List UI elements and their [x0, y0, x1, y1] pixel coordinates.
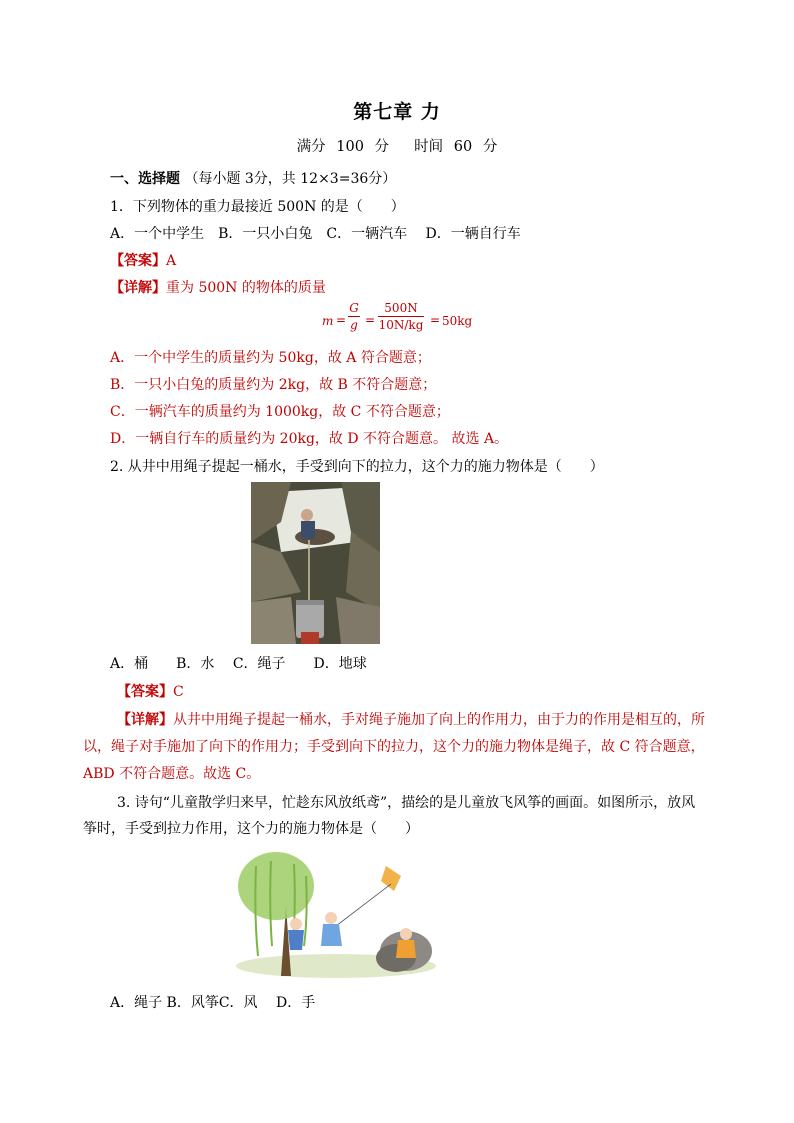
mass-formula [322, 300, 482, 340]
well-photo [251, 482, 380, 644]
well-photo-illustration [251, 482, 380, 644]
formula-G: G [349, 301, 359, 315]
q3-stem-line-2: 筝时，手受到拉力作用，这个力的施力物体是（ ） [83, 821, 419, 837]
q1-line-d: D．一辆自行车的质量约为 20kg，故 D 不符合题意。 故选 A。 [110, 431, 509, 447]
formula-eq3: = [430, 313, 441, 327]
formula-frac-g [348, 301, 360, 332]
formula-frac-values [378, 301, 424, 332]
q2-detail-line-2: 以，绳子对手施加了向下的作用力；手受到向下的拉力，这个力的施力物体是绳子，故 C 符合题意， [83, 739, 705, 755]
formula-eq1: = [336, 313, 347, 327]
q2-answer [117, 681, 184, 701]
q1-detail [110, 277, 326, 297]
q1-options: A．一个中学生 B．一只小白兔 C．一辆汽车 D．一辆自行车 [110, 226, 521, 242]
q2-detail-line-3: ABD 不符合题意。故选 C。 [83, 766, 261, 782]
formula-num: 500N [384, 301, 418, 315]
q2-stem: 2. 从井中用绳子提起一桶水，手受到向下的拉力，这个力的施力物体是（ ） [110, 459, 604, 475]
fraction-bar [348, 316, 360, 317]
q1-stem: 1．下列物体的重力最接近 500N 的是（ ） [110, 199, 405, 215]
q2-detail-line-1 [117, 709, 705, 729]
detail-tag: 【详解】 [110, 280, 166, 296]
detail-text: 从井中用绳子提起一桶水，手对绳子施加了向上的作用力，由于力的作用是相互的，所 [173, 712, 705, 728]
formula-m: m [322, 314, 334, 328]
formula-g: g [350, 318, 358, 332]
q2-options: A．桶 B．水 C．绳子 D．地球 [110, 656, 367, 672]
formula-result: 50kg [442, 314, 473, 328]
answer-tag: 【答案】 [117, 684, 173, 700]
q1-line-b: B．一只小白兔的质量约为 2kg，故 B 不符合题意； [110, 377, 437, 393]
kite-painting [236, 846, 436, 980]
answer-tag: 【答案】 [110, 253, 166, 269]
detail-text: 重为 500N 的物体的质量 [166, 280, 326, 296]
answer-value: A [166, 253, 177, 269]
formula-eq2: = [365, 313, 376, 327]
detail-tag: 【详解】 [117, 712, 173, 728]
section-heading [110, 168, 396, 188]
fraction-bar [378, 316, 424, 317]
formula-den: 10N/kg [378, 318, 424, 332]
answer-value: C [173, 684, 184, 700]
q3-stem-line-1: 3. 诗句“儿童散学归来早，忙趁东风放纸鸢”，描绘的是儿童放飞风筝的画面。如图所示，放风 [117, 795, 696, 811]
page-title: 第七章 力 [353, 101, 441, 123]
q1-line-a: A．一个中学生的质量约为 50kg，故 A 符合题意； [110, 350, 431, 366]
q3-options: A．绳子 B．风筝C．风 D．手 [110, 995, 316, 1011]
section-note: （每小题 3分，共 12×3=36分） [184, 171, 397, 187]
page-subtitle: 满分 100 分 时间 60 分 [296, 139, 498, 155]
q1-line-c: C．一辆汽车的质量约为 1000kg，故 C 不符合题意； [110, 404, 450, 420]
kite-painting-illustration [236, 846, 436, 980]
section-title: 一、选择题 [110, 171, 180, 187]
q1-answer [110, 250, 176, 270]
